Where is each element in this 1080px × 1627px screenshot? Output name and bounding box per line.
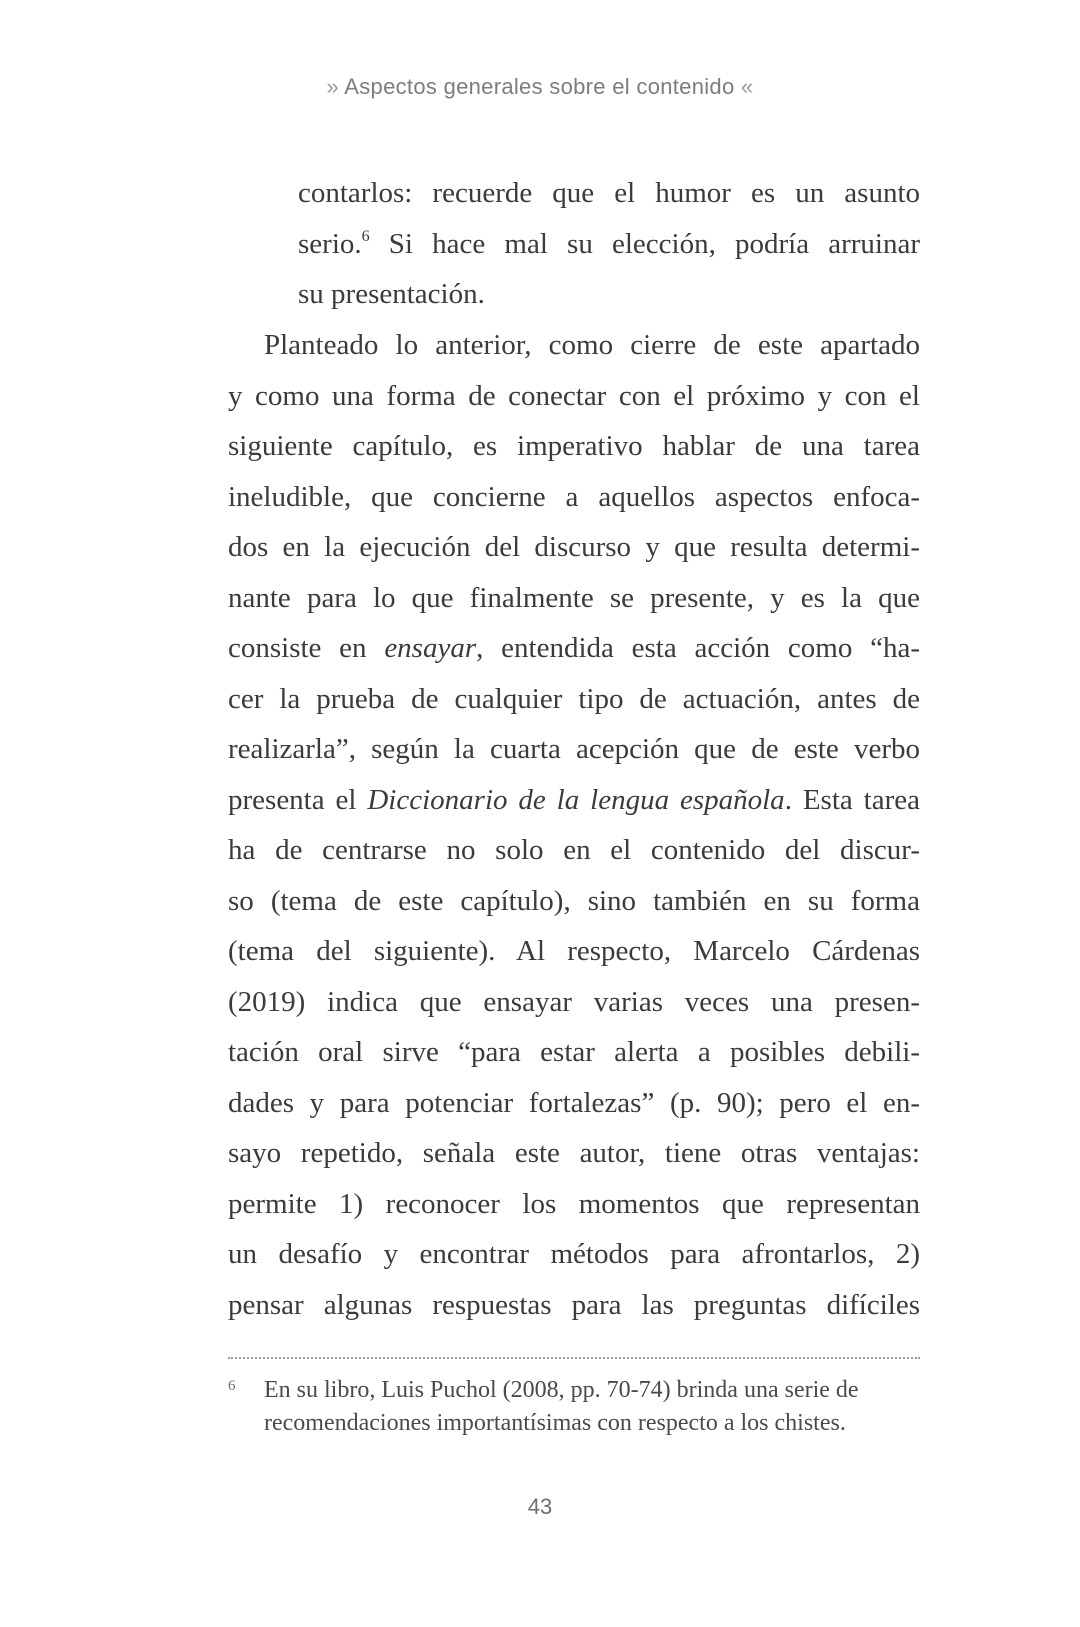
paragraph-line: y como una forma de conectar con el próximo y con el: [228, 379, 920, 412]
paragraph-line: siguiente capítulo, es imperativo hablar de una tarea: [228, 430, 920, 462]
header-left-mark: »: [326, 74, 340, 99]
footnote-line: recomendaciones importantísimas con respecto a los chistes.: [264, 1410, 846, 1436]
page-number: 43: [527, 1494, 553, 1519]
paragraph-line: tación oral sirve “para estar alerta a posibles debili-: [228, 1036, 920, 1068]
paragraph-line: cer la prueba de cualquier tipo de actuación, antes de: [228, 682, 920, 715]
paragraph-line: nante para lo que finalmente se presente, y es la que: [228, 581, 920, 614]
quote-line: contarlos: recuerde que el humor es un asunto: [298, 177, 920, 209]
quote-line: [298, 219, 920, 270]
footnote-number: 6: [228, 1378, 236, 1394]
body-paragraph: [228, 320, 920, 1330]
paragraph-line: (2019) indica que ensayar varias veces una presen-: [228, 985, 920, 1018]
paragraph-line: dades y para potenciar fortalezas” (p. 90); pero el en-: [228, 1086, 920, 1119]
paragraph-line: Planteado lo anterior, como cierre de este apartado: [264, 329, 920, 361]
quote-line: su presentación.: [298, 278, 485, 310]
paragraph-text: presenta el: [228, 783, 368, 816]
paragraph-text: . Esta tarea: [784, 783, 920, 816]
footnote-text: [228, 1374, 920, 1440]
quote-text: serio.: [298, 227, 362, 260]
paragraph-line: [228, 775, 920, 826]
paragraph-line: pensar algunas respuestas para las preguntas difíciles: [228, 1288, 920, 1321]
paragraph-line: so (tema de este capítulo), sino también en su forma: [228, 884, 920, 917]
paragraph-line: dos en la ejecución del discurso y que resulta determi-: [228, 531, 920, 563]
running-header: [0, 74, 1080, 100]
paragraph-line: sayo repetido, señala este autor, tiene otras ventajas:: [228, 1137, 920, 1169]
paragraph-text: consiste en: [228, 632, 385, 664]
header-right-mark: «: [740, 74, 754, 99]
paragraph-line: un desafío y encontrar métodos para afrontarlos, 2): [228, 1238, 920, 1270]
emphasis-ensayar: ensayar: [384, 632, 477, 664]
paragraph-line: (tema del siguiente). Al respecto, Marcelo Cárdenas: [228, 935, 920, 967]
paragraph-text: , entendida esta acción como “ha-: [476, 632, 920, 664]
footnote: [228, 1374, 920, 1440]
footnote-divider: [228, 1357, 920, 1359]
quote-text: Si hace mal su elección, podría arruinar: [369, 227, 920, 260]
indented-quote-block: [228, 168, 920, 320]
header-title: Aspectos generales sobre el contenido: [344, 74, 735, 99]
paragraph-line: ha de centrarse no solo en el contenido del discur-: [228, 834, 920, 866]
paragraph-line: ineludible, que concierne a aquellos aspectos enfoca-: [228, 480, 920, 513]
footnote-reference[interactable]: 6: [361, 227, 370, 245]
emphasis-dictionary-title: Diccionario de la lengua española: [367, 783, 785, 816]
paragraph-line: realizarla”, según la cuarta acepción que de este verbo: [228, 733, 920, 765]
footnote-line: En su libro, Luis Puchol (2008, pp. 70-74) brinda una serie de: [264, 1377, 859, 1403]
paragraph-line: permite 1) reconocer los momentos que representan: [228, 1187, 920, 1220]
paragraph-line: [228, 623, 920, 674]
